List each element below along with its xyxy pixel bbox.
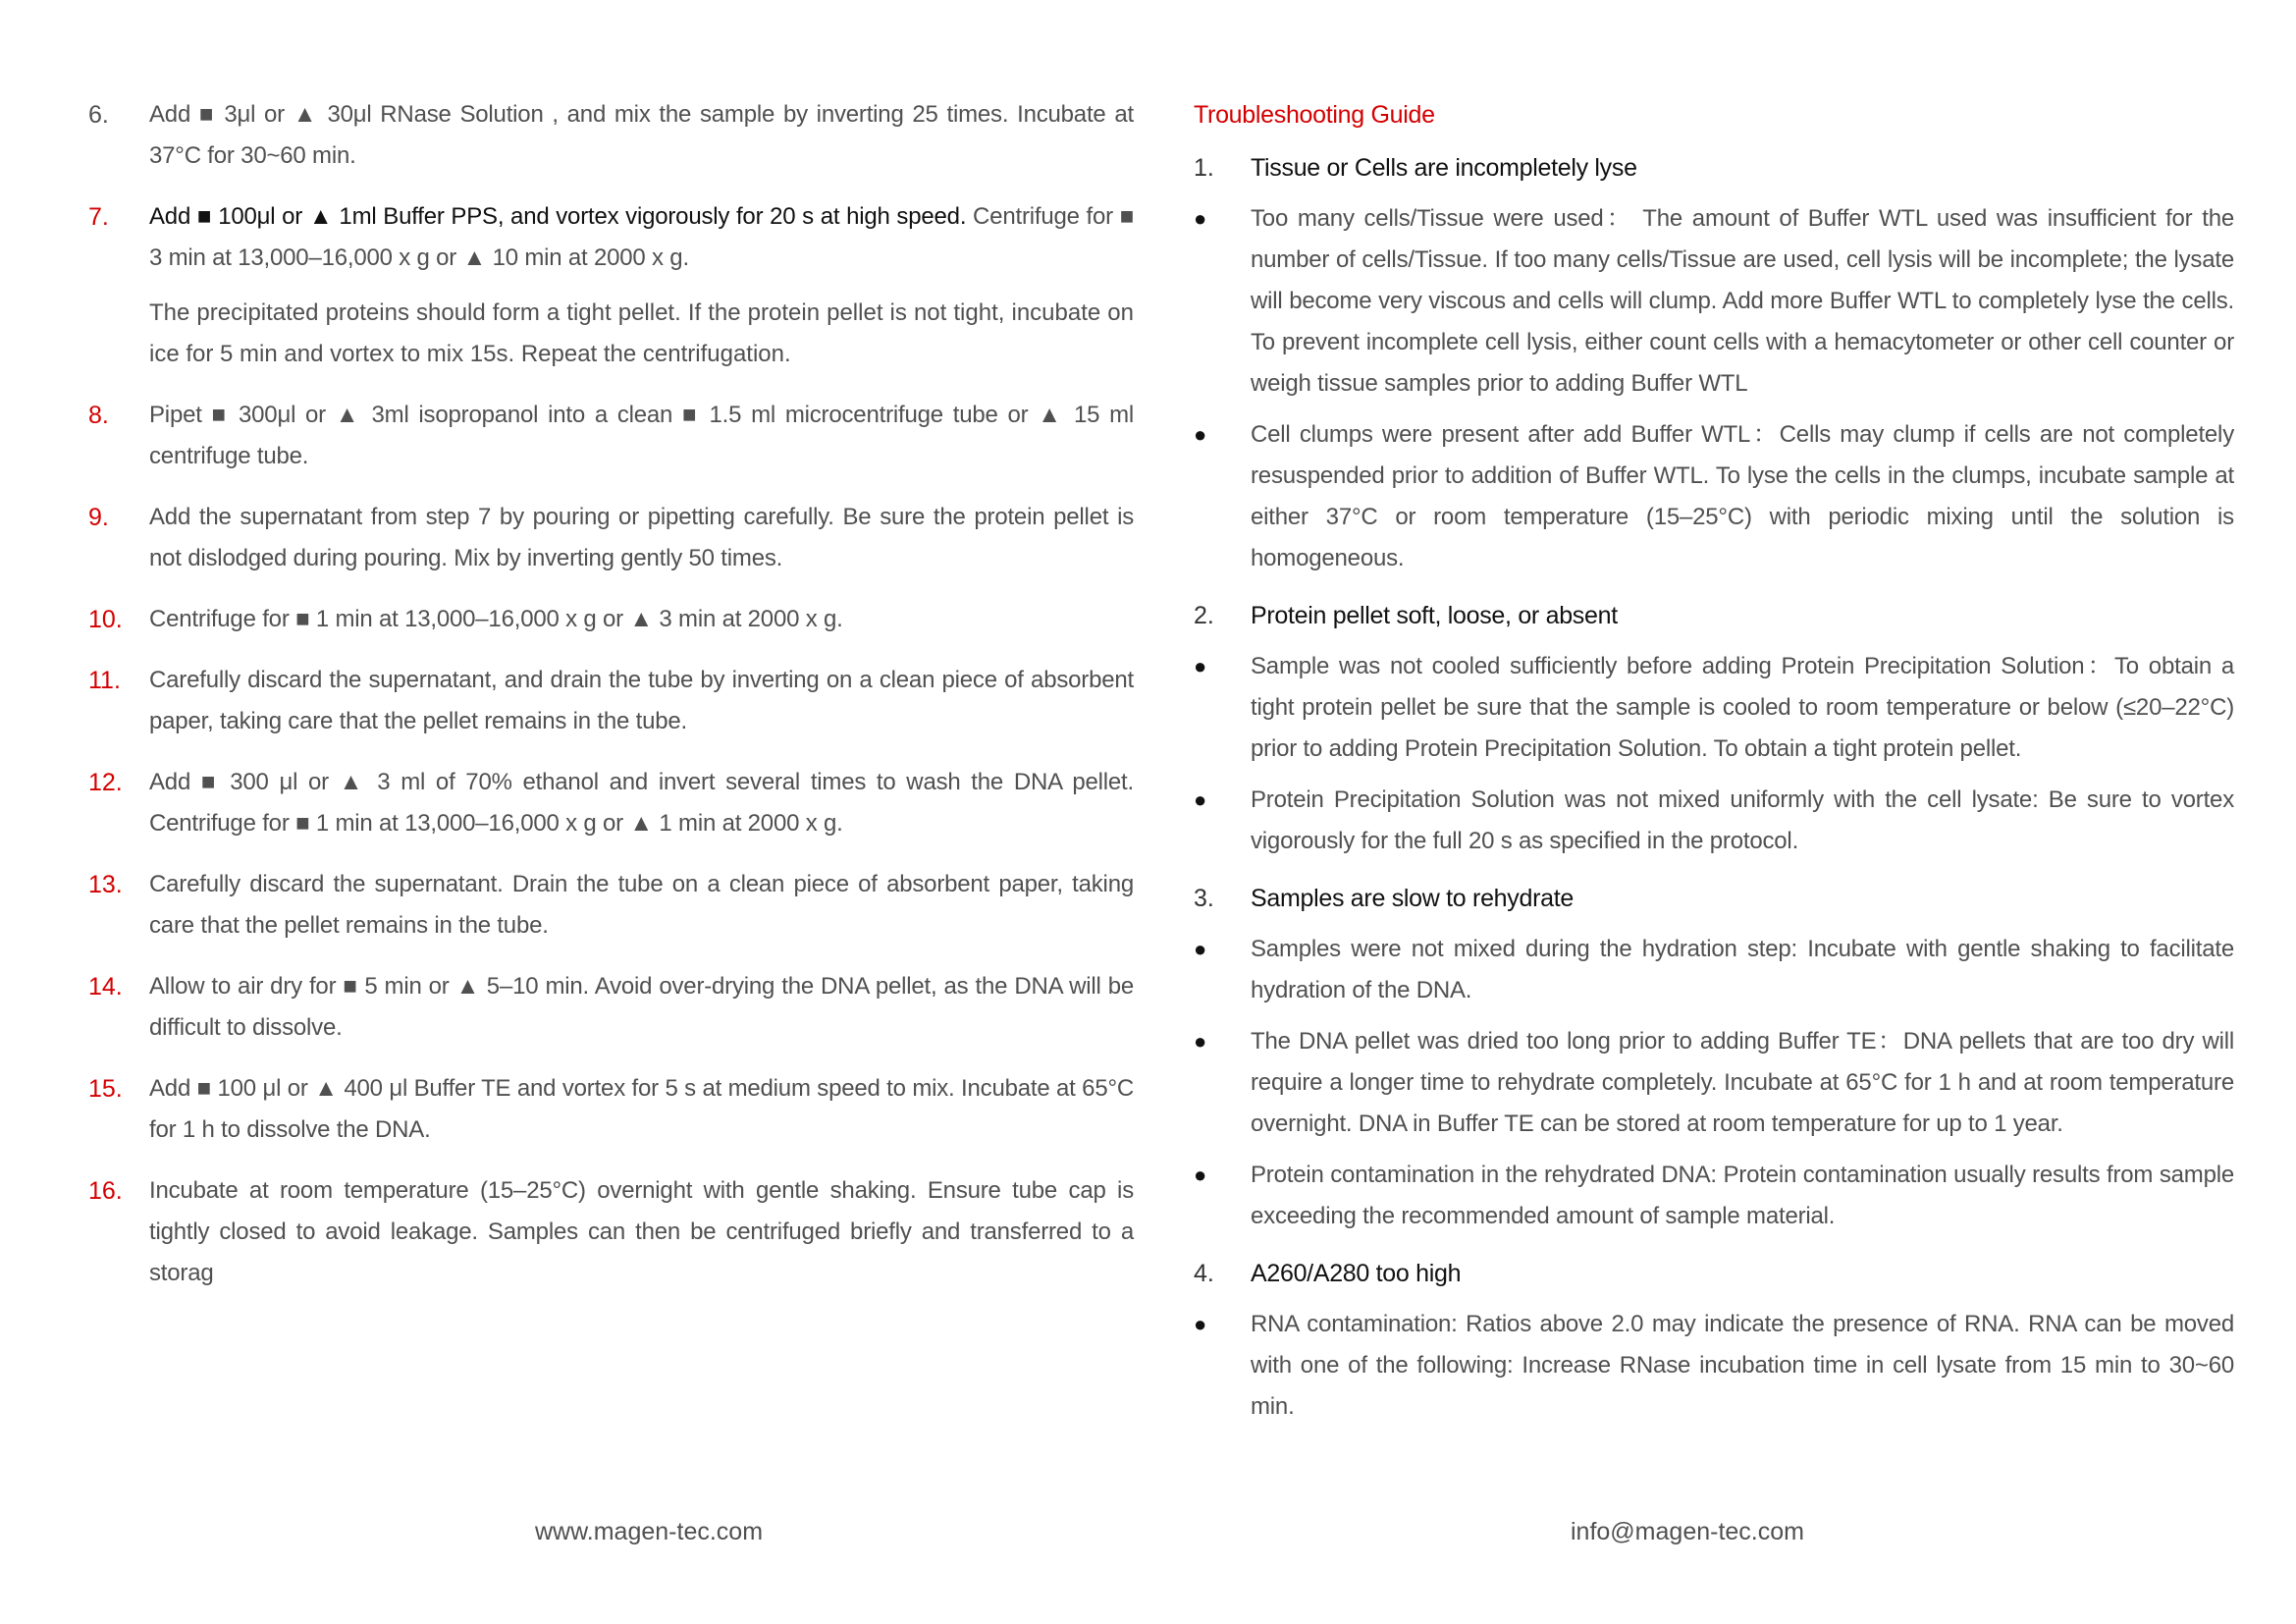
section-number: 3. <box>1194 885 1214 912</box>
section-number: 2. <box>1194 602 1214 629</box>
list-item <box>1194 929 2234 1011</box>
protocol-steps-column <box>88 94 1134 1314</box>
step-number: 10. <box>88 606 123 633</box>
section-number: 1. <box>1194 154 1214 182</box>
list-item-text: Protein Precipitation Solution was not mixed uniformly with the cell lysate: Be sure to vortex vigorously for the full 20 s as specified in the protocol. <box>1251 786 2234 854</box>
list-item <box>1194 1021 2234 1145</box>
bullet-icon: ● <box>1194 422 1207 447</box>
troubleshooting-title: Troubleshooting Guide <box>1194 101 1435 129</box>
list-item <box>1194 1155 2234 1237</box>
list-item-text: Samples were not mixed during the hydration step: Incubate with gentle shaking to facilitate hydration of the DNA. <box>1251 936 2234 1003</box>
step-number: 8. <box>88 402 109 429</box>
step-7 <box>88 196 1134 279</box>
step-number: 15. <box>88 1075 123 1103</box>
troubleshooting-column <box>1194 94 2234 1437</box>
step-text: Allow to air dry for ■ 5 min or ▲ 5–10 min. Avoid over-drying the DNA pellet, as the DNA will be difficult to dissolve. <box>149 973 1134 1041</box>
section-title: A260/A280 too high <box>1251 1260 1462 1287</box>
list-item-text: The DNA pellet was dried too long prior to adding Buffer TE：DNA pellets that are too dry will require a longer time to rehydrate completely. Incubate at 65°C for 1 h and at room temperature overnight. DNA in Buffer TE can be stored at room temperature for up to 1 year. <box>1251 1028 2234 1137</box>
list-item <box>1194 646 2234 770</box>
list-item <box>1194 198 2234 405</box>
step-text: Add ■ 300 μl or ▲ 3 ml of 70% ethanol and invert several times to wash the DNA pellet. Centrifuge for ■ 1 min at 13,000–16,000 x g or ▲ 1 min at 2000 x g. <box>149 769 1134 837</box>
step-6 <box>88 94 1134 177</box>
step-text: Carefully discard the supernatant, and drain the tube by inverting on a clean piece of absorbent paper, taking care that the pellet remains in the tube. <box>149 667 1134 734</box>
step-8 <box>88 395 1134 477</box>
list-item-text: Protein contamination in the rehydrated DNA: Protein contamination usually results from sample exceeding the recommended amount of sample material. <box>1251 1162 2234 1229</box>
step-number: 12. <box>88 769 123 796</box>
step-emphasis-text: Add ■ 100μl or ▲ 1ml Buffer PPS, and vortex vigorously for 20 s at high speed. <box>149 203 967 230</box>
section-heading <box>1194 595 2234 636</box>
step-14 <box>88 966 1134 1049</box>
step-text: Pipet ■ 300μl or ▲ 3ml isopropanol into a clean ■ 1.5 ml microcentrifuge tube or ▲ 15 ml centrifuge tube. <box>149 402 1134 469</box>
step-11 <box>88 660 1134 742</box>
step-number: 16. <box>88 1177 123 1205</box>
list-item-text: Sample was not cooled sufficiently before adding Protein Precipitation Solution：To obtain a tight protein pellet be sure that the sample is cooled to room temperature or below (≤20–22°C) prior to adding Protein Precipitation Solution. To obtain a tight protein pellet. <box>1251 653 2234 762</box>
step-text: Add ■ 3μl or ▲ 30μl RNase Solution , and mix the sample by inverting 25 times. Incubate at 37°C for 30~60 min. <box>149 101 1134 169</box>
section-heading <box>1194 878 2234 919</box>
bullet-icon: ● <box>1194 1312 1207 1336</box>
section-title: Tissue or Cells are incompletely lyse <box>1251 154 1637 182</box>
section-heading <box>1194 147 2234 189</box>
step-number: 6. <box>88 101 109 129</box>
bullet-icon: ● <box>1194 1163 1207 1187</box>
step-13 <box>88 864 1134 947</box>
step-number: 7. <box>88 203 109 231</box>
step-7-note: The precipitated proteins should form a tight pellet. If the protein pellet is not tight, incubate on ice for 5 min and vortex to mix 15s. Repeat the centrifugation. <box>149 299 1134 367</box>
section-heading <box>1194 1253 2234 1294</box>
step-text: Add ■ 100 μl or ▲ 400 μl Buffer TE and vortex for 5 s at medium speed to mix. Incubate at 65°C for 1 h to dissolve the DNA. <box>149 1075 1134 1143</box>
list-item-text: Too many cells/Tissue were used： The amount of Buffer WTL used was insufficient for the number of cells/Tissue. If too many cells/Tissue are used, cell lysis will be incomplete; the lysate will become very viscous and cells will clump. Add more Buffer WTL to completely lyse the cells. To prevent incomplete cell lysis, either count cells with a hemacytometer or other cell counter or weigh tissue samples prior to adding Buffer WTL <box>1251 205 2234 397</box>
footer-email: info@magen-tec.com <box>1571 1518 1804 1545</box>
list-item <box>1194 780 2234 862</box>
footer-website: www.magen-tec.com <box>535 1518 764 1545</box>
step-number: 9. <box>88 504 109 531</box>
bullet-icon: ● <box>1194 1029 1207 1054</box>
list-item <box>1194 1304 2234 1428</box>
step-number: 14. <box>88 973 123 1001</box>
bullet-icon: ● <box>1194 206 1207 231</box>
list-item-text: Cell clumps were present after add Buffer WTL：Cells may clump if cells are not completely resuspended prior to addition of Buffer WTL. To lyse the cells in the clumps, incubate sample at either 37°C or room temperature (15–25°C) with periodic mixing until the solution is homogeneous. <box>1251 421 2234 571</box>
bullet-icon: ● <box>1194 787 1207 812</box>
step-text: Centrifuge for ■ 3 min at 13,000–16,000 x g or ▲ 10 min at 2000 x g. <box>149 203 1134 271</box>
list-item <box>1194 414 2234 579</box>
step-text: Centrifuge for ■ 1 min at 13,000–16,000 x g or ▲ 3 min at 2000 x g. <box>149 606 843 632</box>
section-number: 4. <box>1194 1260 1214 1287</box>
list-item-text: RNA contamination: Ratios above 2.0 may indicate the presence of RNA. RNA can be moved with one of the following: Increase RNase incubation time in cell lysate from 15 min to 30~60 min. <box>1251 1311 2234 1420</box>
bullet-icon: ● <box>1194 937 1207 961</box>
bullet-icon: ● <box>1194 654 1207 678</box>
step-number: 13. <box>88 871 123 898</box>
step-text: Add the supernatant from step 7 by pouring or pipetting carefully. Be sure the protein pellet is not dislodged during pouring. Mix by inverting gently 50 times. <box>149 504 1134 571</box>
step-9 <box>88 497 1134 579</box>
step-text: Incubate at room temperature (15–25°C) overnight with gentle shaking. Ensure tube cap is tightly closed to avoid leakage. Samples can then be centrifuged briefly and transferred to a storag <box>149 1177 1134 1286</box>
step-number: 11. <box>88 667 121 694</box>
section-title: Samples are slow to rehydrate <box>1251 885 1574 912</box>
step-10 <box>88 599 1134 640</box>
section-title: Protein pellet soft, loose, or absent <box>1251 602 1618 629</box>
step-text: Carefully discard the supernatant. Drain the tube on a clean piece of absorbent paper, taking care that the pellet remains in the tube. <box>149 871 1134 939</box>
step-15 <box>88 1068 1134 1151</box>
step-16 <box>88 1170 1134 1294</box>
step-12 <box>88 762 1134 844</box>
